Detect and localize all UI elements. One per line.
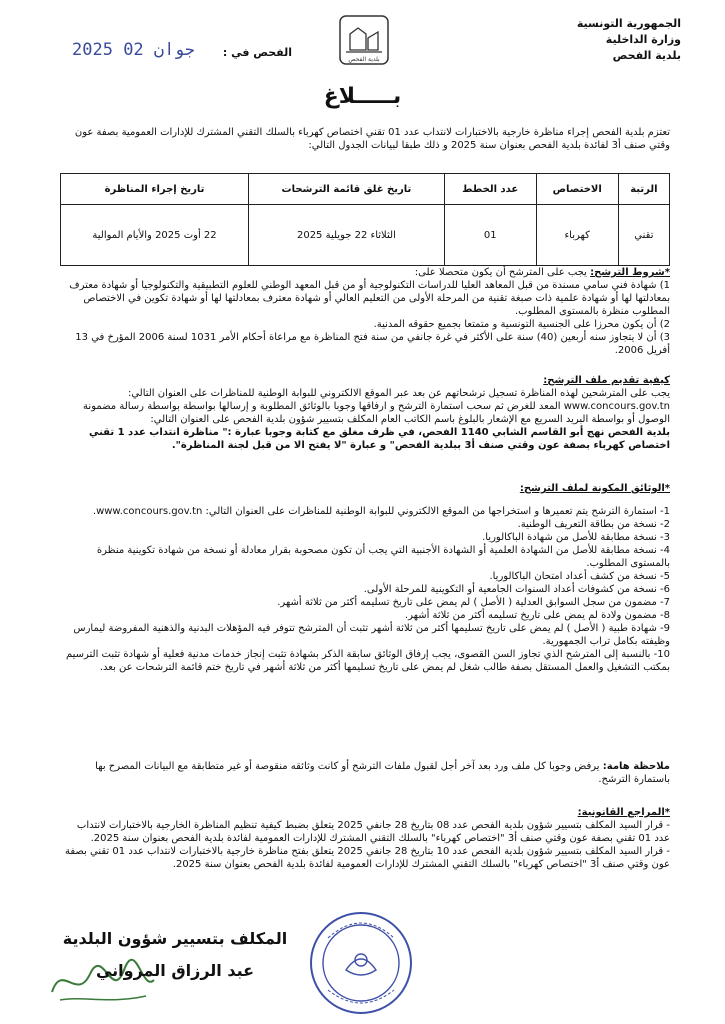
document-item: 7- مضمون من سجل السوابق العدلية ( الأصل ) لم يمض على تاريخ تسليمه أكثر من ثلاثة أشهر.	[277, 597, 670, 608]
condition-item: 3) أن لا يتجاوز سنه أربعين (40) سنة على الأكثر في غرة جانفي من سنة فتح المناظرة مع مراعاة أحكام الأمر 1031 لسنة 2006 المؤرخ في 13 أفريل 2006.	[75, 332, 670, 356]
table-header: تاريخ غلق قائمة الترشحات	[249, 174, 445, 205]
legal-heading: *المراجع القانونية:	[577, 807, 670, 818]
conditions-lead: يجب على المترشح أن يكون متحصلا على:	[414, 267, 587, 278]
document-item: 8- مضمون ولادة لم يمض على تاريخ تسليمه أكثر من ثلاثة أشهر.	[404, 610, 670, 621]
important-note	[60, 760, 670, 786]
document-item: 4- نسخة مطابقة للأصل من الشهادة العلمية أو الشهادة الأجنبية التي يجب أن تكون مصحوبة بقرار معادلة أو نسخة من شهادة تكوينية منظرة بالمستوى المطلوب.	[96, 545, 670, 569]
ministry-label: وزارة الداخلية	[605, 33, 681, 46]
table-cell: تقني	[618, 205, 669, 266]
date-stamp: 2025 جوان 02	[72, 40, 195, 60]
table-cell: كهرباء	[536, 205, 618, 266]
table-header: الرتبة	[618, 174, 669, 205]
document-title: بـــــلاغ	[323, 84, 402, 109]
municipality-label: بلدية الفحص	[612, 49, 681, 62]
note-label: ملاحظة هامة:	[602, 761, 670, 772]
application-heading: كيفية تقديم ملف الترشح:	[543, 375, 670, 386]
application-address: بلدية الفحص نهج أبو القاسم الشابي 1140 الفحص، في ظرف مغلق مع كتابة وجوبا عبارة :" مناظرة انتداب عدد 1 تقني اختصاص كهرباء بصفة عون وقتي صنف أ3 ببلدية الفحص" و عبارة "لا يفتح الا من قبل لجنة المناظرة".	[88, 427, 670, 451]
application-text: يجب على المترشحين لهذه المناظرة تسجيل ترشحاتهم عن بعد عبر الموقع الالكتروني للبوابة الوطنية للمناظرات على العنوان التالي: www.concours.gov.tn المعد للغرض ثم سحب استمارة الترشح و ارفاقها وجوبا بالوثائق المطلوبة و إرسالها بواسطة بواسطة رسالة مضمونة الوصول أو بواسطة البريد السريع مع الإشعار بالبلوغ باسم الكاتب العام المكلف بتسيير شؤون بلدية الفحص على العنوان التالي:	[83, 388, 670, 425]
note-text: يرفض وجوبا كل ملف ورد بعد آخر أجل لقبول ملفات الترشح أو كانت وثائقه منقوصة أو غير متطابقة مع البيانات المصرح بها باستمارة الترشح.	[95, 761, 670, 785]
documents-section	[60, 482, 670, 674]
intro-text: تعتزم بلدية الفحص إجراء مناظرة خارجية بالاختبارات لانتداب عدد 01 تقني اختصاص كهرباء بالسلك التقني المشترك للإدارات العمومية بصفة عون وقتي صنف أ3 لفائدة بلدية الفحص بعنوان سنة 2025 و ذلك طبقا لبيانات الجدول التالي:	[74, 127, 670, 151]
table-header: تاريخ إجراء المناظرة	[61, 174, 249, 205]
condition-item: 2) أن يكون محرزا على الجنسية التونسية و متمتعا بجميع حقوقه المدنية.	[373, 319, 670, 330]
document-item: 3- نسخة مطابقة للأصل من شهادة الباكالوريا.	[482, 532, 670, 543]
condition-item: 1) شهادة فني سامي مسندة من قبل المعاهد العليا للدراسات التكنولوجية أو من قبل المعهد الوطني للعلوم التطبيقية والتكنولوجيا أو شهادة معترف بمعادلتها لها أو شهادة علمية ذات صبغة تقنية من المرحلة الأولى من التعليم العالي أو شهادة معترف بمعادلتها لها أو شهادة تكوين في الاختصاص المطلوب منظرة بالمستوى المطلوب.	[69, 280, 670, 317]
document-item: 9- شهادة طبية ( الأصل ) لم يمض على تاريخ تسليمها أكثر من ثلاثة أشهر تثبت أن المترشح تتوفر فيه المؤهلات البدنية والذهنية المفروضة ليمارس وظيفته بكامل تراب الجمهورية.	[73, 623, 670, 647]
intro-paragraph	[60, 126, 670, 152]
legal-item: - قرار السيد المكلف بتسيير شؤون بلدية الفحص عدد 08 بتاريخ 28 جانفي 2025 يتعلق بضبط كيفية تنظيم المناظرة الخارجية بالاختبارات لانتداب عدد 01 تقني بصفة عون وقتي صنف أ3 "اختصاص كهرباء" بالسلك التقني المشترك للإدارات العمومية لفائدة بلدية الفحص بعنوان سنة 2025.	[76, 820, 670, 844]
table-cell: 01	[444, 205, 536, 266]
table-cell: الثلاثاء 22 جويلية 2025	[249, 205, 445, 266]
legal-item: - قرار السيد المكلف بتسيير شؤون بلدية الفحص عدد 10 بتاريخ 28 جانفي 2025 يتعلق بفتح مناظرة خارجية بالاختبارات لانتداب عدد 01 تقني بصفة عون وقتي صنف أ3 "اختصاص كهرباء" بالسلك التقني المشترك للإدارات العمومية لفائدة بلدية الفحص بعنوان سنة 2025.	[64, 846, 670, 870]
signature-block	[55, 928, 295, 982]
table-header: الاختصاص	[536, 174, 618, 205]
official-seal	[306, 908, 416, 1018]
issuer-header	[531, 16, 681, 64]
documents-heading: *الوثائق المكونة لملف الترشح:	[519, 483, 670, 494]
document-item: 2- نسخة من بطاقة التعريف الوطنية.	[517, 519, 670, 530]
table-header-row	[61, 174, 670, 205]
table-cell: 22 أوت 2025 والأيام الموالية	[61, 205, 249, 266]
date-line	[72, 40, 292, 66]
document-item: 6- نسخة من كشوفات أعداد السنوات الجامعية أو التكوينية للمرحلة الأولى.	[363, 584, 670, 595]
table-row	[61, 205, 670, 266]
logo-text: بلدية الفحص	[348, 56, 380, 63]
municipality-logo	[336, 12, 392, 68]
table-header: عدد الخطط	[444, 174, 536, 205]
date-prefix: الفحص في :	[222, 46, 292, 59]
application-section	[60, 374, 670, 452]
conditions-section	[60, 266, 670, 357]
conditions-heading: *شروط الترشح:	[590, 267, 670, 278]
signatory-title: المكلف بتسيير شؤون البلدية	[62, 929, 288, 948]
republic-label: الجمهورية التونسية	[576, 17, 681, 30]
document-item: 10- بالنسبة إلى المترشح الذي تجاوز السن القصوى، يجب إرفاق الوثائق سابقة الذكر بشهادة تثبت إنجاز خدمات مدنية فعلية أو شهادة تثبت الترسيم بمكتب التشغيل والعمل المستقل بصفة طالب شغل لم يمض على تاريخ تسليمها أكثر من ثلاثة أشهر في تاريخ ختم قائمة الترشحات عن بعد.	[65, 649, 670, 673]
document-item: 5- نسخة من كشف أعداد امتحان الباكالوريا.	[489, 571, 670, 582]
document-item: 1- استمارة الترشح يتم تعميرها و استخراجها من الموقع الالكتروني للبوابة الوطنية للمناظرات على العنوان التالي: www.concours.gov.tn.	[92, 506, 670, 517]
legal-section	[60, 806, 670, 871]
signatory-name: عبد الرزاق المرواني	[95, 961, 255, 980]
vacancy-table	[60, 173, 670, 266]
